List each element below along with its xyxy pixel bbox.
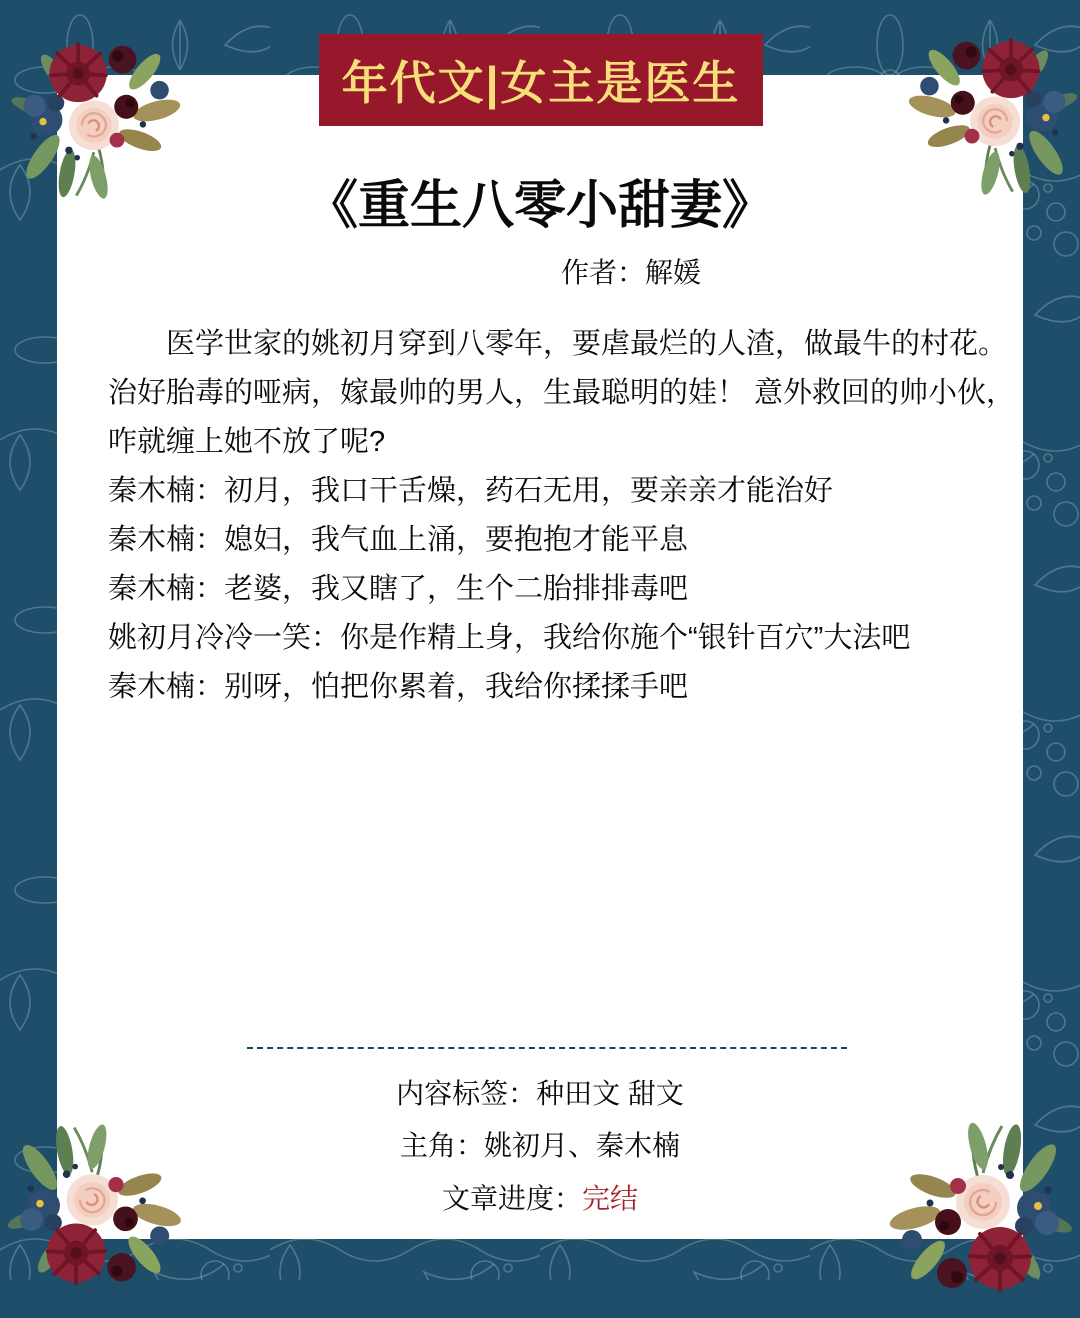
synopsis-line: 治好胎毒的哑病，嫁最帅的男人，生最聪明的娃！ 意外救回的帅小伙， (108, 377, 1016, 409)
category-banner-label: 年代文|女主是医生 (341, 57, 741, 109)
flower-bouquet-bottom-right-decoration (878, 1118, 1078, 1318)
progress-value: 完结 (582, 1183, 639, 1214)
flower-bouquet-top-right-decoration (898, 14, 1080, 199)
synopsis-line: 秦木楠：初月，我口干舌燥，药石无用，要亲亲才能治好 (108, 475, 834, 507)
protagonists-line: 主角：姚初月、秦木楠 (399, 1130, 680, 1161)
synopsis-line: 咋就缠上她不放了呢? (108, 426, 386, 458)
synopsis-line: 秦木楠：别呀，怕把你累着，我给你揉揉手吧 (108, 671, 689, 703)
progress-label: 文章进度： (441, 1183, 582, 1214)
category-banner (319, 34, 763, 126)
flower-bouquet-bottom-left-decoration (2, 1120, 192, 1310)
content-tags-line: 内容标签：种田文 甜文 (396, 1078, 684, 1109)
synopsis-line: 姚初月冷冷一笑：你是作精上身，我给你施个“银针百穴”大法吧 (108, 622, 911, 654)
synopsis-line: 秦木楠：媳妇，我气血上涌，要抱抱才能平息 (108, 524, 689, 556)
flower-bouquet-top-left-decoration (6, 18, 191, 203)
book-title: 《重生八零小甜妻》 (305, 177, 774, 235)
synopsis-line: 秦木楠：老婆，我又瞎了，生个二胎排排毒吧 (108, 573, 689, 605)
dashed-divider (247, 1047, 847, 1049)
synopsis (108, 320, 1016, 712)
author-line: 作者：解媛 (561, 257, 702, 288)
synopsis-line: 医学世家的姚初月穿到八零年，要虐最烂的人渣，做最牛的村花。 (108, 328, 1008, 360)
